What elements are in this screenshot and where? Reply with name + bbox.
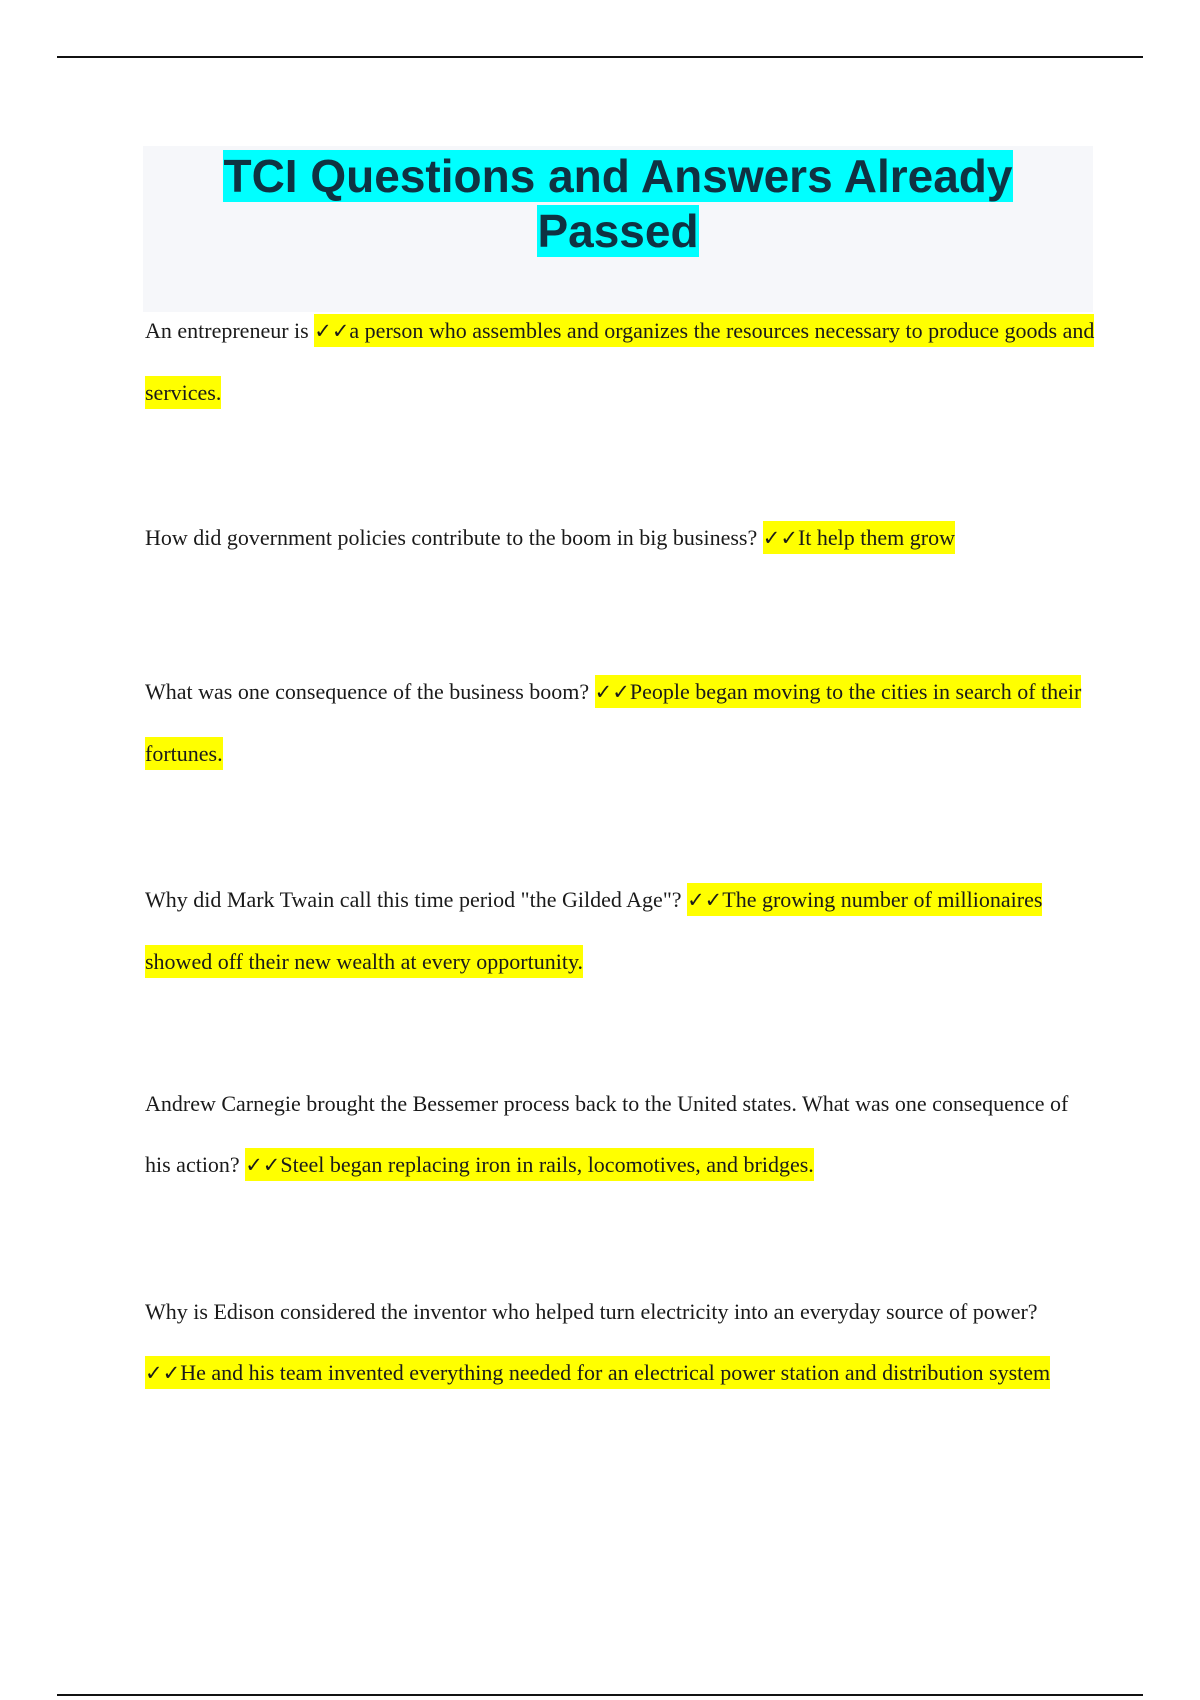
answer-highlight [145,1356,1050,1389]
answer-text: It help them grow [797,525,955,550]
qa-item [145,507,1095,569]
question-text: How did government policies contribute to the boom in big business? [145,525,763,550]
answer-highlight [245,1148,814,1181]
qa-item [145,1281,1095,1404]
qa-item [145,661,1095,784]
question-text: Andrew Carnegie brought the Bessemer process back to the United states. What was one consequence of his action? [145,1091,1069,1177]
check-mark-icon: ✓✓ [145,1361,181,1385]
question-text: An entrepreneur is [145,318,315,343]
answer-text: He and his team invented everything needed for an electrical power station and distribution system [180,1360,1051,1385]
answer-text: Steel began replacing iron in rails, locomotives, and bridges. [280,1152,814,1177]
page-title: TCI Questions and Answers Already Passed [223,150,1013,257]
qa-item [145,869,1095,992]
check-mark-icon: ✓✓ [762,526,798,550]
question-text: Why is Edison considered the inventor who helped turn electricity into an everyday source of power? [145,1299,1038,1324]
check-mark-icon: ✓✓ [314,319,350,343]
check-mark-icon: ✓✓ [687,888,723,912]
top-rule [57,56,1143,58]
qa-item [145,1073,1095,1196]
check-mark-icon: ✓✓ [594,680,630,704]
bottom-rule [57,1694,1143,1696]
answer-highlight [763,521,955,554]
question-text: What was one consequence of the business boom? [145,679,595,704]
question-text: Why did Mark Twain call this time period "the Gilded Age"? [145,887,688,912]
qa-item [145,300,1095,423]
answer-text: The growing number of millionaires showed off their new wealth at every opportunity. [145,887,1043,974]
answer-text: People began moving to the cities in search of their fortunes. [145,679,1082,766]
check-mark-icon: ✓✓ [245,1153,281,1177]
answer-text: a person who assembles and organizes the resources necessary to produce goods and services. [145,318,1095,405]
title-block [143,146,1093,312]
